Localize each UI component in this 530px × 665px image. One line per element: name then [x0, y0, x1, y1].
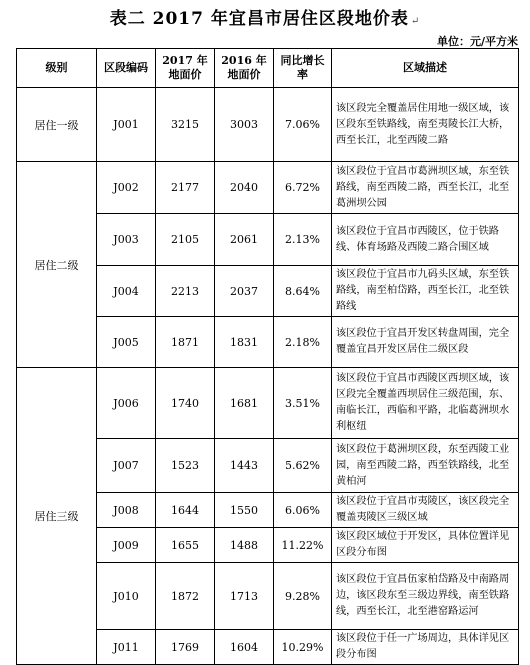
- price-2016-cell: 1604: [215, 630, 274, 665]
- desc-cell: 该区段位于宜昌开发区转盘周围，完全覆盖宜昌开发区居住二级区段: [332, 317, 519, 368]
- growth-cell: 5.62%: [274, 439, 332, 493]
- code-cell: J002: [97, 162, 156, 214]
- header-price-2016: 2016 年地面价: [215, 49, 274, 88]
- code-cell: J003: [97, 214, 156, 266]
- header-price-2017: 2017 年地面价: [156, 49, 215, 88]
- price-2017-cell: 1644: [156, 493, 215, 528]
- price-2017-cell: 1769: [156, 630, 215, 665]
- growth-cell: 2.18%: [274, 317, 332, 368]
- code-cell: J005: [97, 317, 156, 368]
- price-2017-cell: 2177: [156, 162, 215, 214]
- header-desc: 区域描述: [332, 49, 519, 88]
- table-row: [17, 162, 519, 214]
- price-2016-cell: 1488: [215, 528, 274, 563]
- growth-cell: 9.28%: [274, 563, 332, 630]
- code-cell: J006: [97, 368, 156, 439]
- desc-cell: 该区段区域位于开发区，具体位置详见区段分布图: [332, 528, 519, 563]
- code-cell: J011: [97, 630, 156, 665]
- table-row: [17, 88, 519, 162]
- price-2016-cell: 1443: [215, 439, 274, 493]
- desc-cell: 该区段位于宜昌市西陵区西坝区域，该区段完全覆盖西坝居住三级范围，东、南临长江，西临和平路，北临葛洲坝水利枢纽: [332, 368, 519, 439]
- growth-cell: 10.29%: [274, 630, 332, 665]
- paragraph-mark: ↵: [410, 16, 421, 27]
- price-2016-cell: 1831: [215, 317, 274, 368]
- code-cell: J001: [97, 88, 156, 162]
- code-cell: J008: [97, 493, 156, 528]
- price-2016-cell: 1681: [215, 368, 274, 439]
- growth-cell: 7.06%: [274, 88, 332, 162]
- price-2016-cell: 1713: [215, 563, 274, 630]
- code-cell: J007: [97, 439, 156, 493]
- desc-cell: 该区段位于任一广场周边，具体详见区段分布图: [332, 630, 519, 665]
- price-2017-cell: 1872: [156, 563, 215, 630]
- desc-cell: 该区段位于宜昌市西陵区，位于铁路线、体育场路及西陵二路合围区域: [332, 214, 519, 266]
- price-2016-cell: 2061: [215, 214, 274, 266]
- growth-cell: 3.51%: [274, 368, 332, 439]
- growth-cell: 2.13%: [274, 214, 332, 266]
- table-row: [17, 368, 519, 439]
- desc-cell: 该区段位于宜昌市葛洲坝区域，东至铁路线，南至西陵二路，西至长江，北至葛洲坝公园: [332, 162, 519, 214]
- header-row: [17, 49, 519, 88]
- table-title: 表二 2017 年宜昌市居住区段地价表 ↵: [109, 9, 421, 29]
- desc-cell: 该区段位于葛洲坝区段，东至西陵工业园，南至西陵二路，西至铁路线，北至黄柏河: [332, 439, 519, 493]
- code-cell: J009: [97, 528, 156, 563]
- level-cell: 居住三级: [17, 368, 97, 665]
- code-cell: J004: [97, 266, 156, 317]
- desc-cell: 该区段完全覆盖居住用地一级区域，该区段东至铁路线，南至夷陵长江大桥，西至长江，北至西陵二路: [332, 88, 519, 162]
- land-price-table: [16, 48, 519, 665]
- price-2017-cell: 3215: [156, 88, 215, 162]
- price-2016-cell: 1550: [215, 493, 274, 528]
- growth-cell: 11.22%: [274, 528, 332, 563]
- header-code: 区段编码: [97, 49, 156, 88]
- header-level: 级别: [17, 49, 97, 88]
- price-2017-cell: 1523: [156, 439, 215, 493]
- desc-cell: 该区段位于宜昌伍家柏岱路及中南路周边，该区段东至三级边界线，南至铁路线，西至长江，北至港窑路运河: [332, 563, 519, 630]
- price-2017-cell: 2213: [156, 266, 215, 317]
- code-cell: J010: [97, 563, 156, 630]
- price-2017-cell: 2105: [156, 214, 215, 266]
- price-2016-cell: 2040: [215, 162, 274, 214]
- price-2017-cell: 1871: [156, 317, 215, 368]
- level-cell: 居住一级: [17, 88, 97, 162]
- desc-cell: 该区段位于宜昌市九码头区域，东至铁路线，南至柏岱路，西至长江，北至铁路线: [332, 266, 519, 317]
- header-growth: 同比增长率: [274, 49, 332, 88]
- price-2017-cell: 1740: [156, 368, 215, 439]
- level-cell: 居住二级: [17, 162, 97, 368]
- growth-cell: 6.72%: [274, 162, 332, 214]
- price-2016-cell: 2037: [215, 266, 274, 317]
- price-2016-cell: 3003: [215, 88, 274, 162]
- desc-cell: 该区段位于宜昌市夷陵区，该区段完全覆盖夷陵区三级区域: [332, 493, 519, 528]
- growth-cell: 8.64%: [274, 266, 332, 317]
- price-2017-cell: 1655: [156, 528, 215, 563]
- growth-cell: 6.06%: [274, 493, 332, 528]
- unit-label: 单位：元/平方米: [436, 35, 518, 48]
